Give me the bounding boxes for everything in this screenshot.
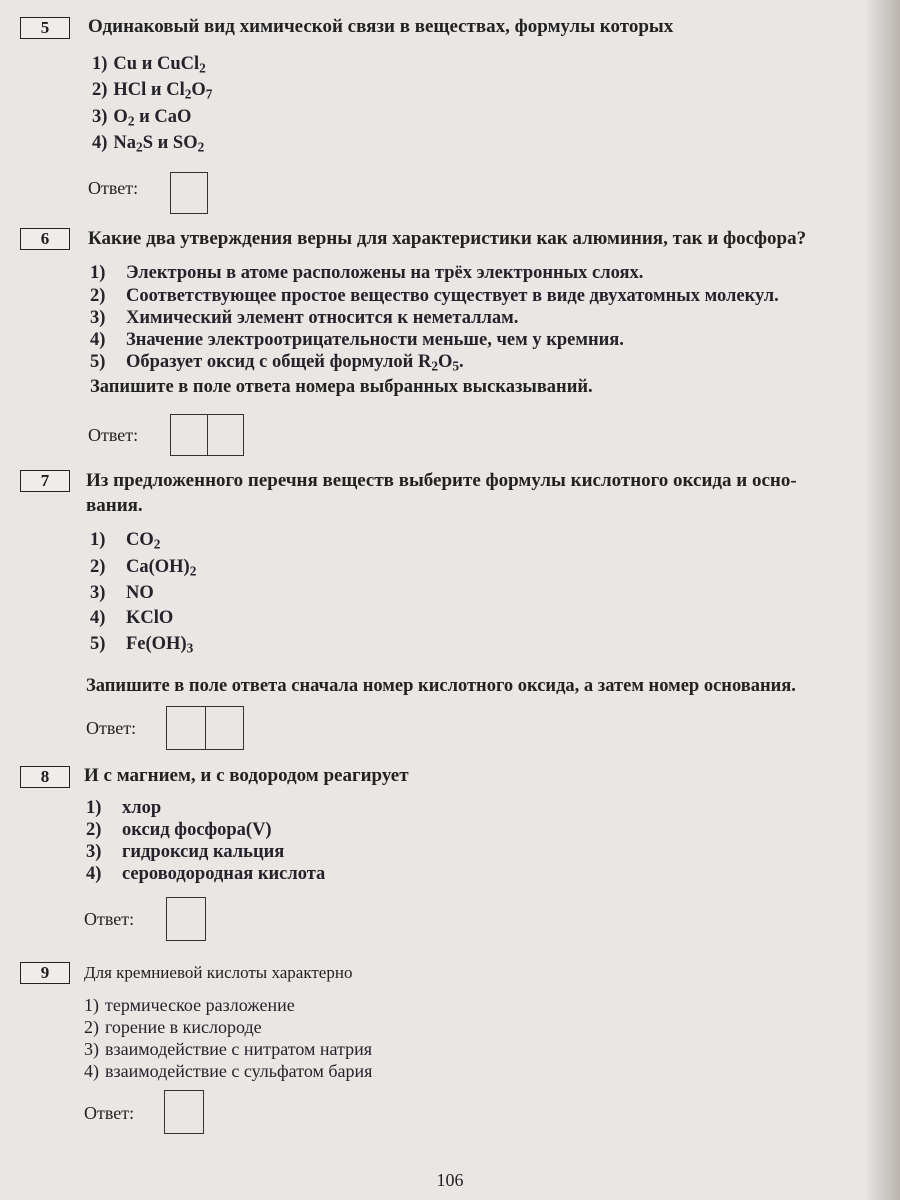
question-5-option-1: 1) Cu и CuCl$_2$ [92,54,206,76]
question-number-6: 6 [20,228,70,250]
question-7-text-line-1: Из предложенного перечня веществ выберите формулы кислотного оксида и осно- [86,470,797,491]
question-6-text: Какие два утверждения верны для характеристики как алюминия, так и фосфора? [88,228,807,249]
question-9-answer-box[interactable] [164,1090,204,1134]
question-9-text: Для кремниевой кислоты характерно [84,963,353,982]
question-5-option-3: 3) $O_2$ и CaO [92,107,192,129]
question-5-answer-label: Ответ: [88,178,139,198]
question-7-answer-box[interactable] [166,706,244,750]
question-6-instruction: Запишите в поле ответа номера выбранных высказываний. [90,377,593,397]
question-7-text-line-2: вания. [86,495,143,516]
question-8-option-2: 2) оксид фосфора(V) [86,820,272,840]
question-number-5: 5 [20,17,70,39]
question-8-option-4: 4) сероводородная кислота [86,864,326,884]
question-8-answer-label: Ответ: [84,909,135,929]
answer-box-divider [207,415,208,455]
question-6-option-5: 5) Образует оксид с общей формулой $R_2O_5$. [90,352,464,374]
question-6-answer-label: Ответ: [88,425,139,445]
question-6-option-3: 3) Химический элемент относится к неметаллам. [90,308,519,328]
question-7-option-4: 4) KClO [90,608,174,628]
question-9-option-1: 1) термическое разложение [84,995,295,1015]
question-9-answer-label: Ответ: [84,1103,135,1123]
show-through-text [440,60,885,1140]
question-5-text: Одинаковый вид химической связи в веществах, формулы которых [88,16,674,37]
question-number-7: 7 [20,470,70,492]
question-9-option-4: 4) взаимодействие с сульфатом бария [84,1061,373,1081]
question-9-option-3: 3) взаимодействие с нитратом натрия [84,1039,373,1059]
question-6-option-2: 2) Соответствующее простое вещество существует в виде двухатомных молекул. [90,286,779,306]
question-5-option-4: 4) $Na_2S$ и $SO_2$ [92,133,205,155]
question-5-option-2: 2) HCl и $Cl_2O_7$ [92,80,213,102]
question-5-answer-box[interactable] [170,172,208,214]
question-8-option-3: 3) гидроксид кальция [86,842,285,862]
question-7-option-2: 2) $Ca(OH)_2$ [90,557,197,579]
question-7-option-3: 3) NO [90,583,154,603]
question-7-option-5: 5) $Fe(OH)_3$ [90,634,194,656]
question-8-option-1: 1) хлор [86,798,162,818]
question-6-option-1: 1) Электроны в атоме расположены на трёх электронных слоях. [90,263,644,283]
question-6-answer-box[interactable] [170,414,244,456]
question-7-answer-label: Ответ: [86,718,137,738]
question-6-option-4: 4) Значение электроотрицательности меньше, чем у кремния. [90,330,624,350]
question-7-option-1: 1) $CO_2$ [90,530,161,552]
question-8-answer-box[interactable] [166,897,206,941]
question-number-8: 8 [20,766,70,788]
question-9-option-2: 2) горение в кислороде [84,1017,262,1037]
answer-box-divider [205,707,206,749]
page-number: 106 [436,1170,464,1190]
question-8-text: И с магнием, и с водородом реагирует [84,765,409,786]
question-7-instruction: Запишите в поле ответа сначала номер кислотного оксида, а затем номер основания. [86,676,796,696]
question-number-9: 9 [20,962,70,984]
page-gutter-shadow [864,0,900,1200]
